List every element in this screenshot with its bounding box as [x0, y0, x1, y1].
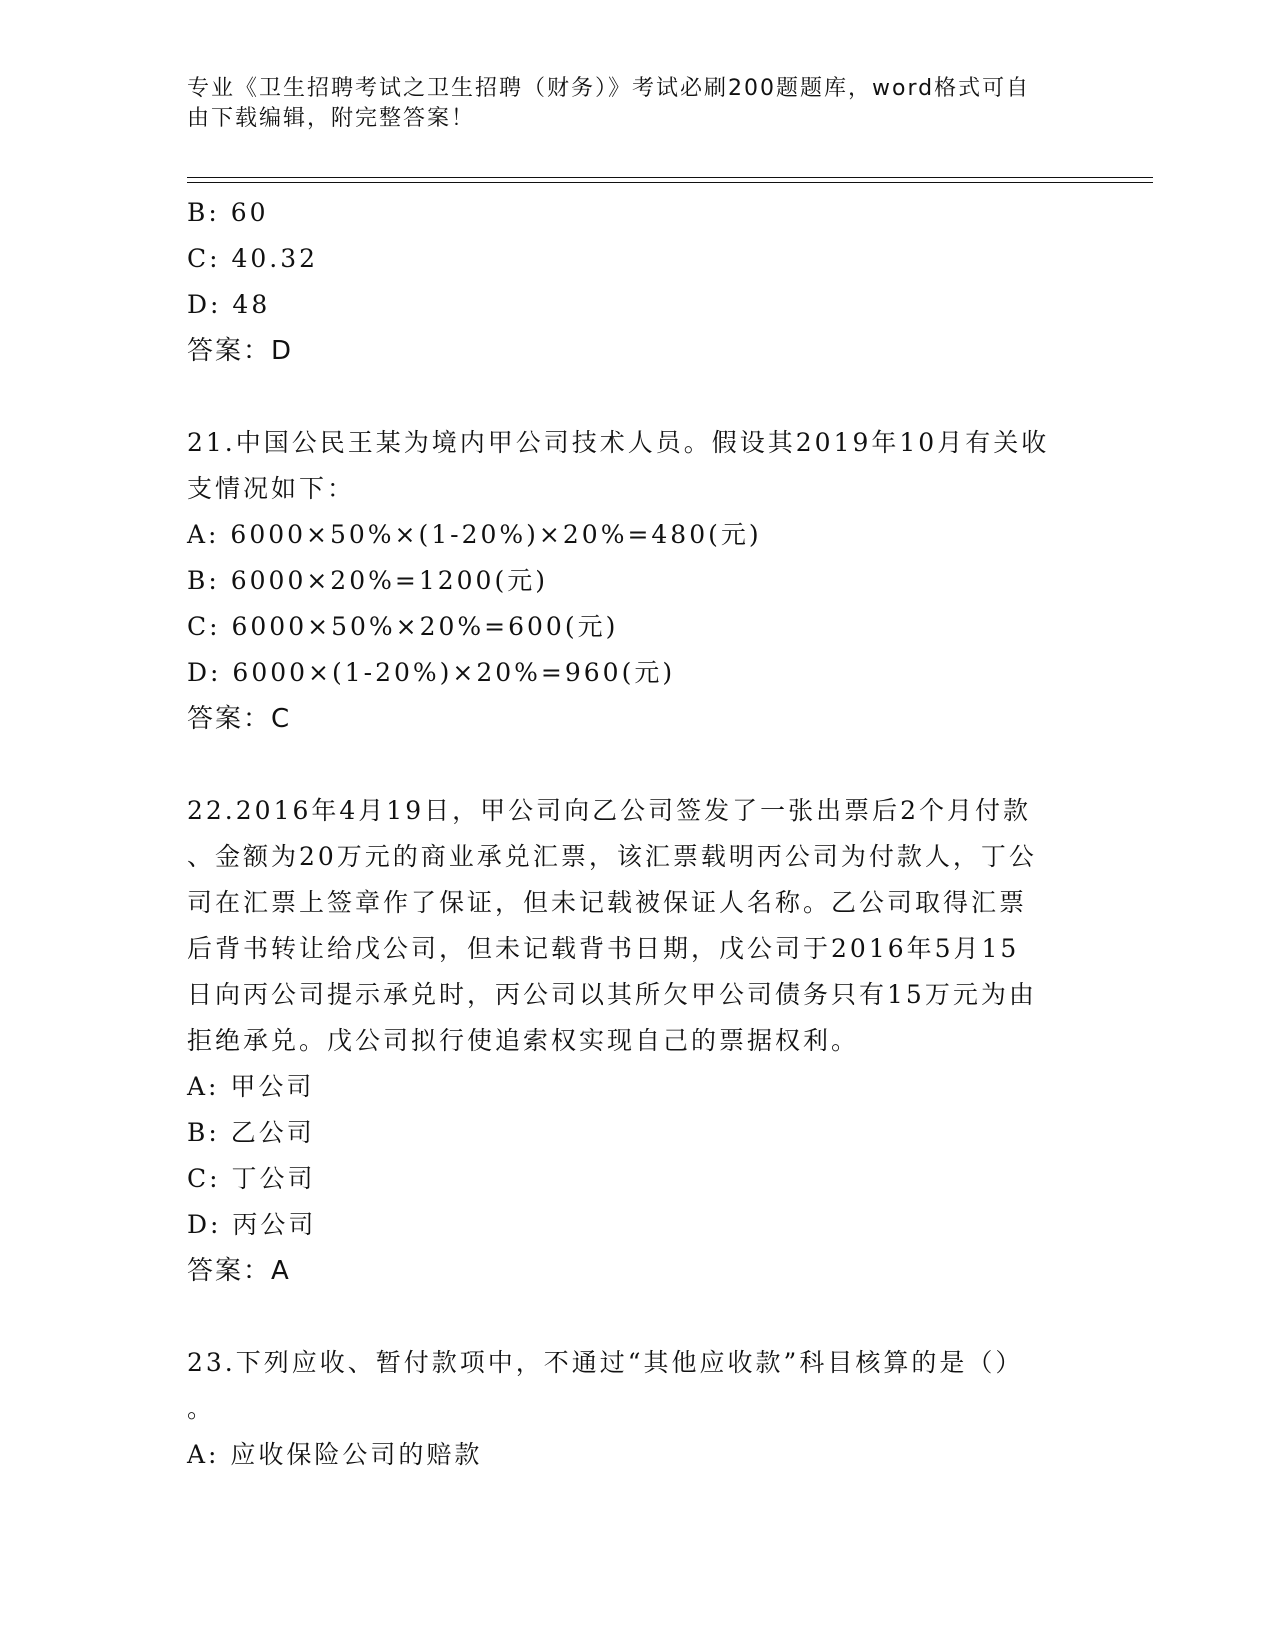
question-text-line: 21.中国公民王某为境内甲公司技术人员。假设其2019年10月有关收 [187, 428, 1050, 457]
question-block-20 [187, 190, 1087, 374]
header-line-2: 由下载编辑，附完整答案！ [187, 106, 476, 131]
question-text-line: 、金额为20万元的商业承兑汇票，该汇票载明丙公司为付款人，丁公 [187, 842, 1037, 871]
question-text-line: 日向丙公司提示承兑时，丙公司以其所欠甲公司债务只有15万元为由 [187, 980, 1037, 1009]
answer-line: 答案：C [187, 704, 292, 734]
question-block-23 [187, 1340, 1087, 1478]
option-a: A: 6000×50%×(1-20%)×20%=480(元) [187, 520, 762, 549]
question-block-22 [187, 788, 1087, 1294]
option-d: D: 6000×(1-20%)×20%=960(元) [187, 658, 676, 687]
option-c: C: 丁公司 [187, 1164, 316, 1193]
answer-line: 答案：D [187, 336, 294, 366]
question-text-line: 后背书转让给戊公司，但未记载背书日期，戊公司于2016年5月15 [187, 934, 1020, 963]
header-divider-top [187, 177, 1153, 178]
question-text-line: 。 [187, 1394, 216, 1423]
answer-line: 答案：A [187, 1256, 291, 1286]
question-content [187, 190, 1087, 1478]
option-b: B: 乙公司 [187, 1118, 315, 1147]
spacer [187, 1294, 1087, 1340]
question-text-line: 司在汇票上签章作了保证，但未记载被保证人名称。乙公司取得汇票 [187, 888, 1028, 917]
spacer [187, 742, 1087, 788]
option-c: C: 40.32 [187, 244, 319, 273]
option-d: D: 48 [187, 290, 271, 319]
question-text-line: 支情况如下： [187, 474, 356, 503]
question-text-line: 23.下列应收、暂付款项中，不通过“其他应收款”科目核算的是（） [187, 1348, 1024, 1377]
option-d: D: 丙公司 [187, 1210, 317, 1239]
document-header [187, 74, 1067, 134]
question-text-line: 22.2016年4月19日，甲公司向乙公司签发了一张出票后2个月付款 [187, 796, 1032, 825]
spacer [187, 374, 1087, 420]
question-text-line: 拒绝承兑。戊公司拟行使追索权实现自己的票据权利。 [187, 1026, 860, 1055]
header-divider-bottom [187, 182, 1153, 183]
option-b: B: 60 [187, 198, 269, 227]
option-b: B: 6000×20%=1200(元) [187, 566, 548, 595]
header-line-1: 专业《卫生招聘考试之卫生招聘（财务）》考试必刷200题题库，word格式可自 [187, 76, 1031, 101]
option-a: A: 应收保险公司的赔款 [187, 1440, 483, 1469]
option-a: A: 甲公司 [187, 1072, 315, 1101]
option-c: C: 6000×50%×20%=600(元) [187, 612, 619, 641]
question-block-21 [187, 420, 1087, 742]
